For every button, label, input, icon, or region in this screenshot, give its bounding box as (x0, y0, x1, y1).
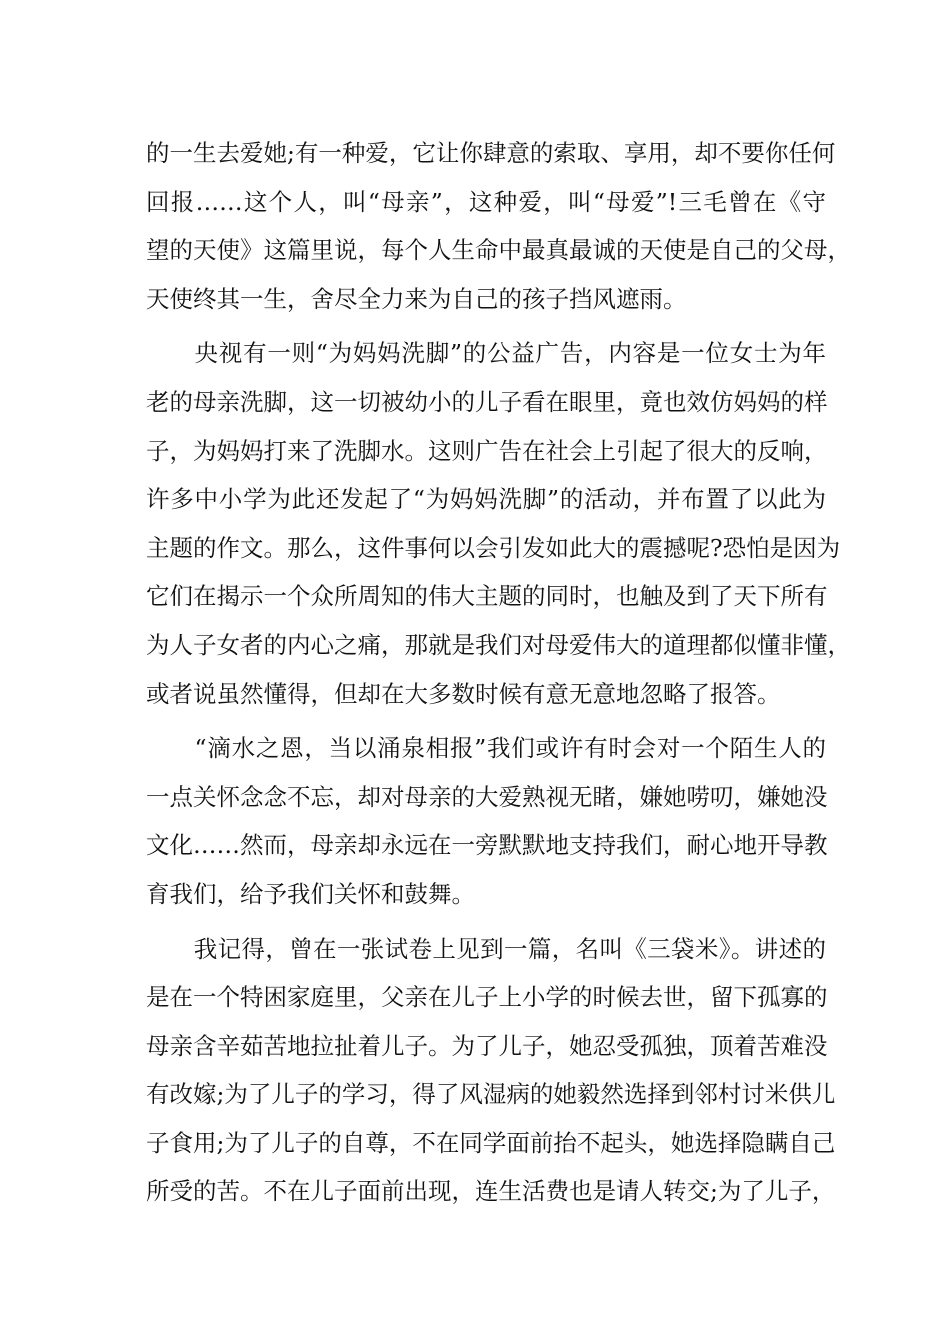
paragraph-1 (146, 129, 851, 323)
text-line: 老的母亲洗脚，这一切被幼小的儿子看在眼里，竟也效仿妈妈的样 (146, 387, 828, 416)
text-line: 为人子女者的内心之痛，那就是我们对母爱伟大的道理都似懂非懂， (146, 630, 851, 659)
text-line: 主题的作文。那么，这件事何以会引发如此大的震撼呢?恐怕是因为 (146, 533, 841, 562)
text-line: 有改嫁;为了儿子的学习，得了风湿病的她毅然选择到邻村讨米供儿 (146, 1080, 836, 1109)
paragraph-3 (146, 724, 826, 918)
text-line: 我记得，曾在一张试卷上见到一篇，名叫《三袋米》。讲述的 (146, 934, 826, 963)
text-line: 母亲含辛茹苦地拉扯着儿子。为了儿子，她忍受孤独，顶着苦难没 (146, 1031, 828, 1060)
text-line: 文化……然而，母亲却永远在一旁默默地支持我们，耐心地开导教 (146, 831, 828, 860)
text-line: 子，为妈妈打来了洗脚水。这则广告在社会上引起了很大的反响， (146, 436, 828, 465)
text-line: 或者说虽然懂得，但却在大多数时候有意无意地忽略了报答。 (146, 679, 781, 708)
text-line: 子食用;为了儿子的自尊，不在同学面前抬不起头，她选择隐瞒自己 (146, 1128, 836, 1157)
text-line: 育我们，给予我们关怀和鼓舞。 (146, 879, 475, 908)
paragraph-4 (146, 925, 836, 1217)
text-line: 许多中小学为此还发起了“为妈妈洗脚”的活动，并布置了以此为 (146, 485, 826, 514)
text-line: 天使终其一生，舍尽全力来为自己的孩子挡风遮雨。 (146, 284, 687, 313)
text-line: 望的天使》这篇里说，每个人生命中最真最诚的天使是自己的父母， (146, 236, 851, 265)
article-body (146, 129, 851, 1216)
text-line: 央视有一则“为妈妈洗脚”的公益广告，内容是一位女士为年 (146, 339, 826, 368)
text-line: 所受的苦。不在儿子面前出现，连生活费也是请人转交;为了儿子， (146, 1177, 836, 1206)
text-line: 的一生去爱她;有一种爱，它让你肆意的索取、享用，却不要你任何 (146, 139, 836, 167)
paragraph-2 (146, 329, 851, 718)
text-line: 回报……这个人，叫“母亲”，这种爱，叫“母爱”!三毛曾在《守 (146, 187, 826, 216)
text-line: 一点关怀念念不忘，却对母亲的大爱熟视无睹，嫌她唠叨，嫌她没 (146, 782, 828, 811)
text-line: “滴水之恩，当以涌泉相报”我们或许有时会对一个陌生人的 (146, 734, 826, 763)
text-line: 它们在揭示一个众所周知的伟大主题的同时，也触及到了天下所有 (146, 582, 828, 611)
text-line: 是在一个特困家庭里，父亲在儿子上小学的时候去世，留下孤寡的 (146, 983, 828, 1012)
